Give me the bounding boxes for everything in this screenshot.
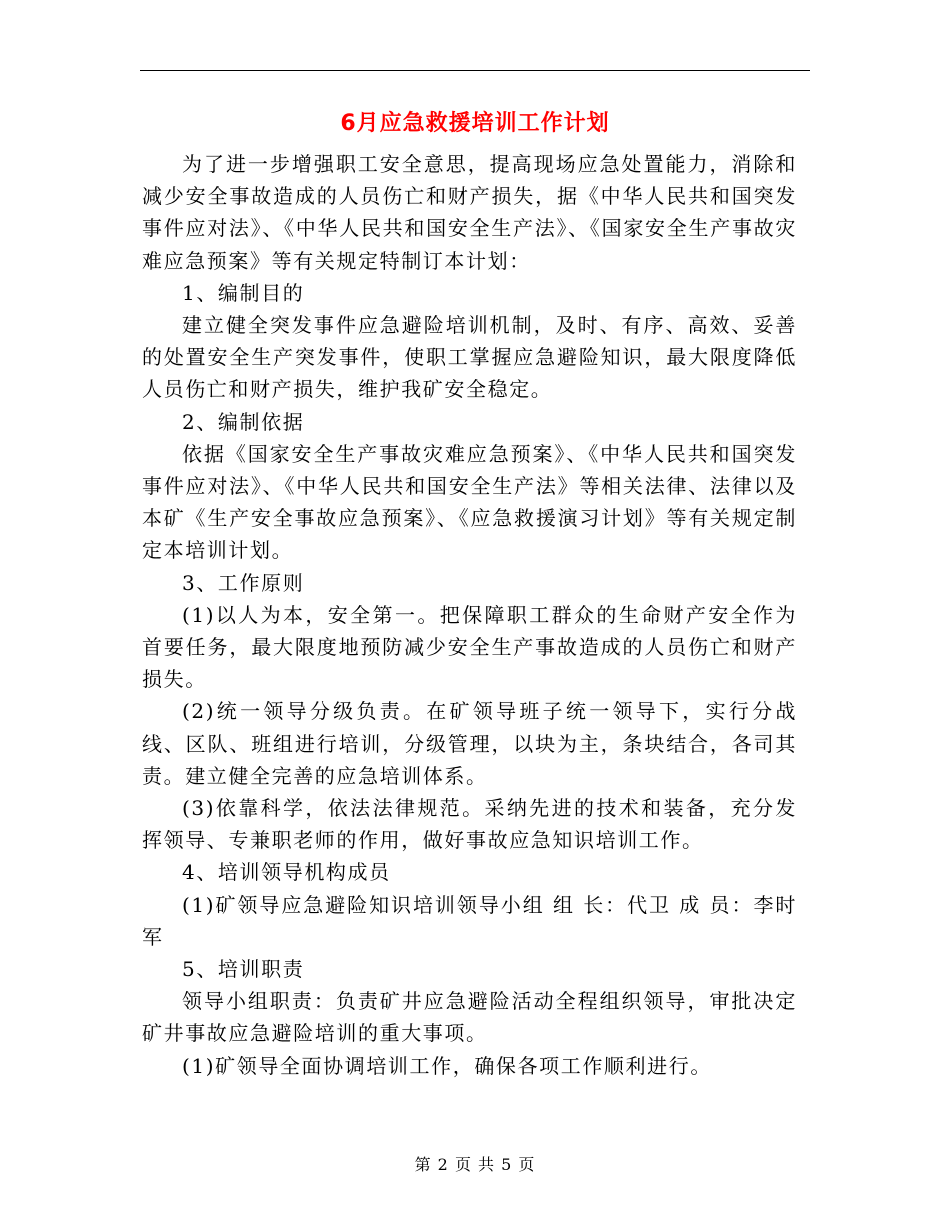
page-number-footer: 第 2 页 共 5 页 bbox=[414, 1155, 536, 1174]
section-heading-2: 2、编制依据 bbox=[182, 409, 305, 434]
document-title: 6月应急救援培训工作计划 bbox=[340, 111, 610, 136]
paragraph: (1)矿领导应急避险知识培训领导小组 组 长：代卫 成 员：李时军 bbox=[142, 892, 797, 949]
paragraph-intro: 为了进一步增强职工安全意思，提高现场应急处置能力，消除和减少安全事故造成的人员伤亡和财产损失，据《中华人民共和国突发事件应对法》、《中华人民共和国安全生产法》、《国家安全生产事故灾难应急预案》等有关规定特制订本计划： bbox=[142, 152, 797, 273]
section-heading-1: 1、编制目的 bbox=[182, 280, 305, 305]
document-body bbox=[142, 148, 797, 1082]
paragraph: (2)统一领导分级负责。在矿领导班子统一领导下，实行分战线、区队、班组进行培训，分级管理，以块为主，条块结合，各司其责。建立健全完善的应急培训体系。 bbox=[142, 699, 797, 788]
paragraph: (1)矿领导全面协调培训工作，确保各项工作顺利进行。 bbox=[182, 1053, 712, 1078]
paragraph: 领导小组职责：负责矿井应急避险活动全程组织领导，审批决定矿井事故应急避险培训的重大事项。 bbox=[142, 989, 797, 1046]
section-heading-4: 4、培训领导机构成员 bbox=[182, 860, 391, 885]
paragraph: 依据《国家安全生产事故灾难应急预案》、《中华人民共和国突发事件应对法》、《中华人民共和国安全生产法》等相关法律、法律以及本矿《生产安全事故应急预案》、《应急救援演习计划》等有关规定制定本培训计划。 bbox=[142, 441, 797, 563]
section-heading-5: 5、培训职责 bbox=[182, 957, 305, 982]
section-heading-3: 3、工作原则 bbox=[182, 570, 305, 595]
paragraph: 建立健全突发事件应急避险培训机制，及时、有序、高效、妥善的处置安全生产突发事件，使职工掌握应急避险知识，最大限度降低人员伤亡和财产损失，维护我矿安全稳定。 bbox=[142, 313, 797, 402]
paragraph: (1)以人为本，安全第一。把保障职工群众的生命财产安全作为首要任务，最大限度地预防减少安全生产事故造成的人员伤亡和财产损失。 bbox=[142, 602, 797, 692]
paragraph: (3)依靠科学，依法法律规范。采纳先进的技术和装备，充分发挥领导、专兼职老师的作用，做好事故应急知识培训工作。 bbox=[142, 796, 797, 853]
header-rule bbox=[140, 70, 810, 71]
